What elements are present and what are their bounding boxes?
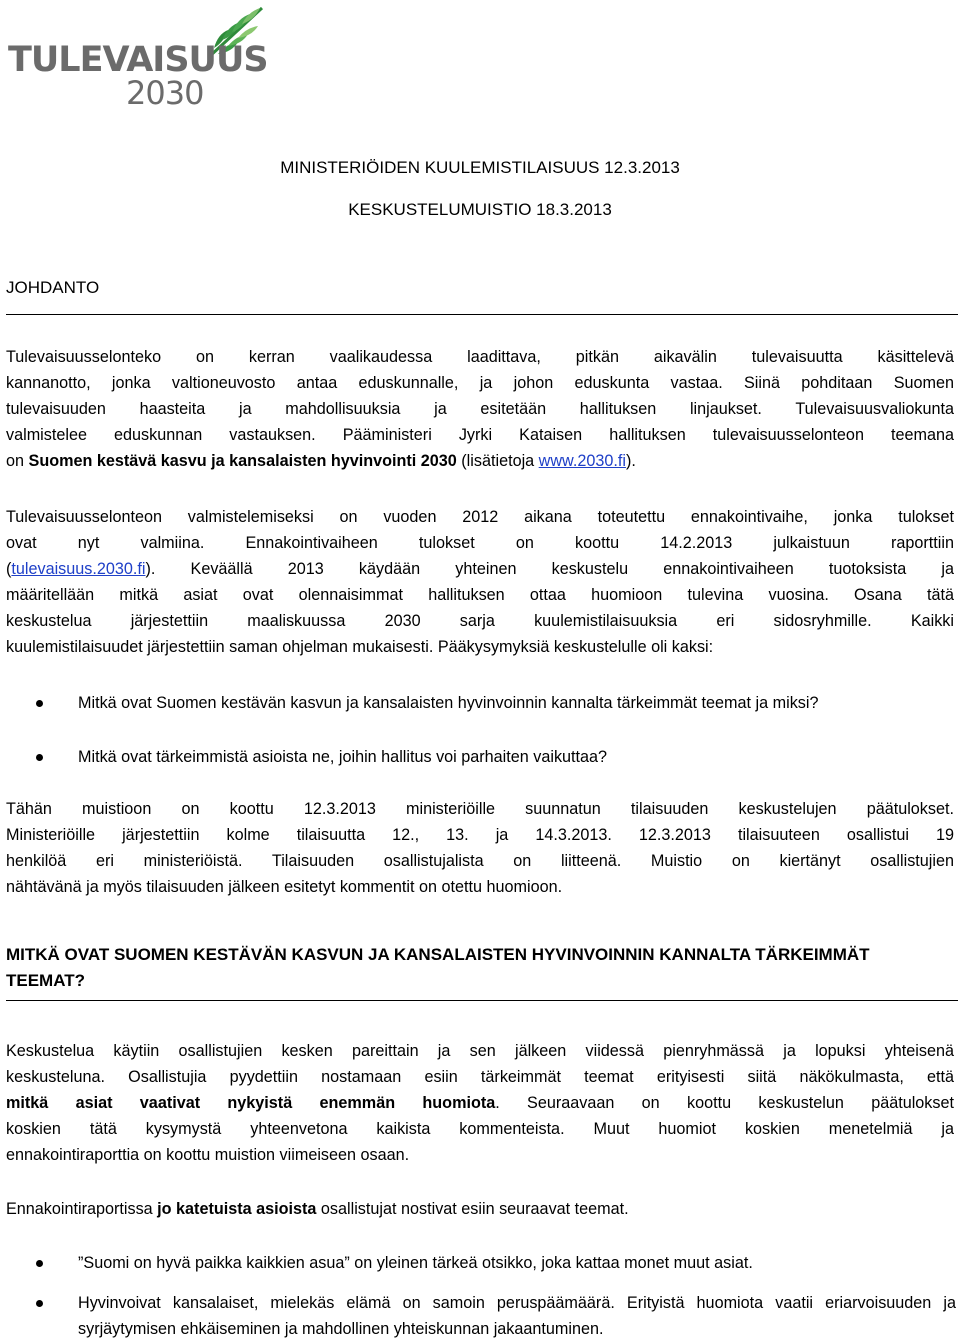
text-line: tulevaisuuden haasteita ja mahdollisuuksia ja esitetään hallituksen linjaukset. Tulevaisuusvaliokunta bbox=[6, 400, 954, 418]
text-line: henkilöä eri ministeriöistä. Tilaisuuden osallistujalista on liitteenä. Muistio on kiertänyt osallistujien bbox=[6, 852, 954, 870]
text-span: (lisätietoja bbox=[456, 452, 539, 470]
text-span: ( bbox=[6, 560, 12, 578]
intro-paragraph bbox=[6, 344, 954, 474]
text-line: määritellään mitkä asiat ovat olennaisimmat hallituksen ottaa huomioon tulevina vuosina. Osana tätä bbox=[6, 586, 954, 604]
text-span: osallistujat nostivat esiin seuraavat teemat. bbox=[316, 1200, 629, 1218]
section-heading-johdanto: JOHDANTO bbox=[6, 278, 100, 297]
text-line: nähtävänä ja myös tilaisuuden jälkeen esitetyt kommentit on otettu huomioon. bbox=[6, 878, 563, 896]
text-line: koskien tätä kysymystä yhteenvetona kaikista kommenteista. Muut huomiot koskien menetelmiä ja bbox=[6, 1120, 954, 1138]
section-heading-teemat bbox=[6, 942, 870, 994]
section-divider bbox=[6, 1000, 958, 1001]
section-divider bbox=[6, 314, 958, 315]
text-span: ). Keväällä 2013 käydään yhteinen keskustelu ennakointivaiheen tuotoksista ja bbox=[145, 560, 954, 578]
list-item-text: ”Suomi on hyvä paikka kaikkien asua” on yleinen tärkeä otsikko, joka kattaa monet muut asiat. bbox=[78, 1254, 753, 1272]
emphasis-text: jo katetuista asioista bbox=[157, 1200, 317, 1218]
discussion-paragraph bbox=[6, 1038, 954, 1168]
text-line: keskusteluna. Osallistujia pyydettiin nostamaan esiin tärkeimmät teemat erityisesti siitä näkökulmasta, että bbox=[6, 1068, 954, 1086]
list-item-text: Mitkä ovat tärkeimmistä asioista ne, joihin hallitus voi parhaiten vaikuttaa? bbox=[78, 748, 608, 766]
text-line: ennakointiraporttia on koottu muistion viimeiseen osaan. bbox=[6, 1146, 410, 1164]
heading-line: MITKÄ OVAT SUOMEN KESTÄVÄN KASVUN JA KANSALAISTEN HYVINVOINNIN KANNALTA TÄRKEIMMÄT bbox=[6, 945, 870, 964]
text-line: valmistelee eduskunnan vastauksen. Pääministeri Jyrki Kataisen hallituksen tulevaisuusselonteon teemana bbox=[6, 426, 954, 444]
text-line bbox=[6, 1090, 954, 1116]
text-line: keskustelua järjestettiin maaliskuussa 2030 sarja kuulemistilaisuuksia eri sidosryhmille. Kaikki bbox=[6, 612, 954, 630]
text-line: ovat nyt valmiina. Ennakointivaiheen tulokset on koottu 14.2.2013 julkaistuun raporttiin bbox=[6, 534, 954, 552]
text-line: kuulemistilaisuudet järjestettiin saman ohjelman mukaisesti. Pääkysymyksiä keskustelulle oli kaksi: bbox=[6, 638, 714, 656]
bullet-icon bbox=[36, 700, 43, 707]
link-2030-fi[interactable]: www.2030.fi bbox=[538, 452, 626, 470]
text-span: . Seuraavaan on koottu keskustelun päätulokset bbox=[495, 1094, 954, 1112]
emphasis-text: mitkä asiat vaativat nykyistä enemmän huomiota bbox=[6, 1094, 496, 1112]
meeting-paragraph bbox=[6, 796, 954, 900]
logo-year: 2030 bbox=[126, 74, 204, 112]
bullet-icon bbox=[36, 754, 43, 761]
document-title: MINISTERIÖIDEN KUULEMISTILAISUUS 12.3.2013 bbox=[280, 158, 680, 177]
logo-wordmark: TULEVAISUUS bbox=[8, 40, 268, 80]
text-line: Tulevaisuusselonteko on kerran vaalikaudessa laadittava, pitkän aikavälin tulevaisuutta käsittelevä bbox=[6, 348, 954, 366]
document-subtitle: KESKUSTELUMUISTIO 18.3.2013 bbox=[348, 200, 612, 219]
text-span: Ennakointiraportissa bbox=[6, 1200, 158, 1218]
bullet-icon bbox=[36, 1300, 43, 1307]
text-line bbox=[6, 448, 954, 474]
text-line: Tähän muistioon on koottu 12.3.2013 ministeriöille suunnatun tilaisuuden keskustelujen päätulokset. bbox=[6, 800, 954, 818]
heading-line: TEEMAT? bbox=[6, 971, 86, 990]
text-line: Tulevaisuusselonteon valmistelemiseksi on vuoden 2012 aikana toteutettu ennakointivaihe, jonka tulokset bbox=[6, 508, 954, 526]
list-item-text: Hyvinvoivat kansalaiset, mielekäs elämä on samoin peruspäämäärä. Erityistä huomiota vaatii eriarvoisuuden ja syrjäytymisen ehkäiseminen ja mahdollinen yhteiskunnan jakaantuminen. bbox=[78, 1294, 956, 1338]
text-line: Ministeriöille järjestettiin kolme tilaisuutta 12., 13. ja 14.3.2013. 12.3.2013 tilaisuuteen osallistui 19 bbox=[6, 826, 954, 844]
text-span: on bbox=[6, 452, 29, 470]
bullet-icon bbox=[36, 1260, 43, 1267]
themes-intro-paragraph bbox=[6, 1196, 954, 1222]
text-line: Keskustelua käytiin osallistujien kesken pareittain ja sen jälkeen viidessä pienryhmässä ja lopuksi yhteisenä bbox=[6, 1042, 954, 1060]
theme-title: Suomen kestävä kasvu ja kansalaisten hyvinvointi 2030 bbox=[28, 452, 457, 470]
text-span: ). bbox=[625, 452, 636, 470]
link-tulevaisuus-2030-fi[interactable]: tulevaisuus.2030.fi bbox=[11, 560, 146, 578]
text-line: kannanotto, jonka valtioneuvosto antaa eduskunnalle, ja johon eduskunta vastaa. Siinä pohditaan Suomen bbox=[6, 374, 954, 392]
text-line bbox=[6, 556, 954, 582]
tulevaisuus-2030-logo bbox=[8, 4, 270, 112]
list-item-text: Mitkä ovat Suomen kestävän kasvun ja kansalaisten hyvinvoinnin kannalta tärkeimmät teemat ja miksi? bbox=[78, 694, 819, 712]
background-paragraph bbox=[6, 504, 954, 660]
